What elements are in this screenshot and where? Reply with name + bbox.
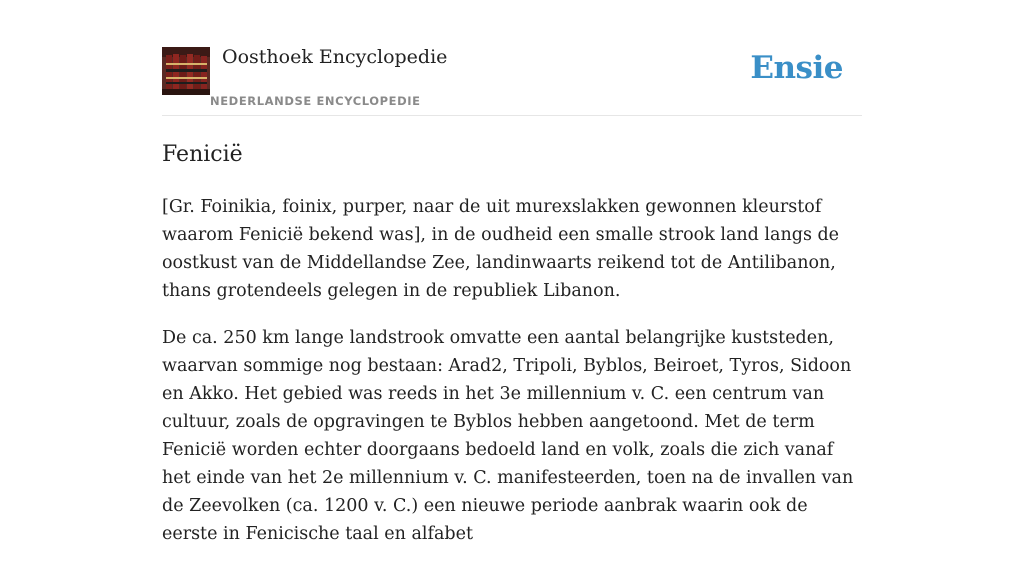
article-title: Fenicië (162, 142, 243, 167)
article-paragraph-1: [Gr. Foinikia, foinix, purper, naar de uit murexslakken gewonnen kleurstof waarom Fenicië bekend was], in de oudheid een smalle strook land langs de oostkust van de Middellandse Zee, landinwaarts reikend tot de Antilibanon, thans grotendeels gelegen in de republiek Libanon. (162, 197, 840, 301)
article (162, 140, 867, 567)
site-header (162, 40, 862, 116)
site-title-link[interactable]: Oosthoek Encyclopedie (222, 46, 448, 68)
site-subtitle: NEDERLANDSE ENCYCLOPEDIE (210, 94, 421, 108)
encyclopedia-books-icon[interactable] (162, 47, 210, 95)
article-paragraph-2: De ca. 250 km lange landstrook omvatte een aantal belangrijke kuststeden, waarvan sommige nog bestaan: Arad2, Tripoli, Byblos, Beiroet, Tyros, Sidoon en Akko. Het gebied was reeds in het 3e millennium v. C. een centrum van cultuur, zoals de opgravingen te Byblos hebben aangetoond. Met de term Fenicië worden echter doorgaans bedoeld land en volk, zoals die zich vanaf het einde van het 2e millennium v. C. manifesteerden, toen na de invallen van de Zeevolken (ca. 1200 v. C.) een nieuwe periode aanbrak waarin ook de eerste in Fenicische taal en alfabet (162, 328, 854, 544)
brand-logo-link[interactable]: Ensie (750, 50, 843, 86)
